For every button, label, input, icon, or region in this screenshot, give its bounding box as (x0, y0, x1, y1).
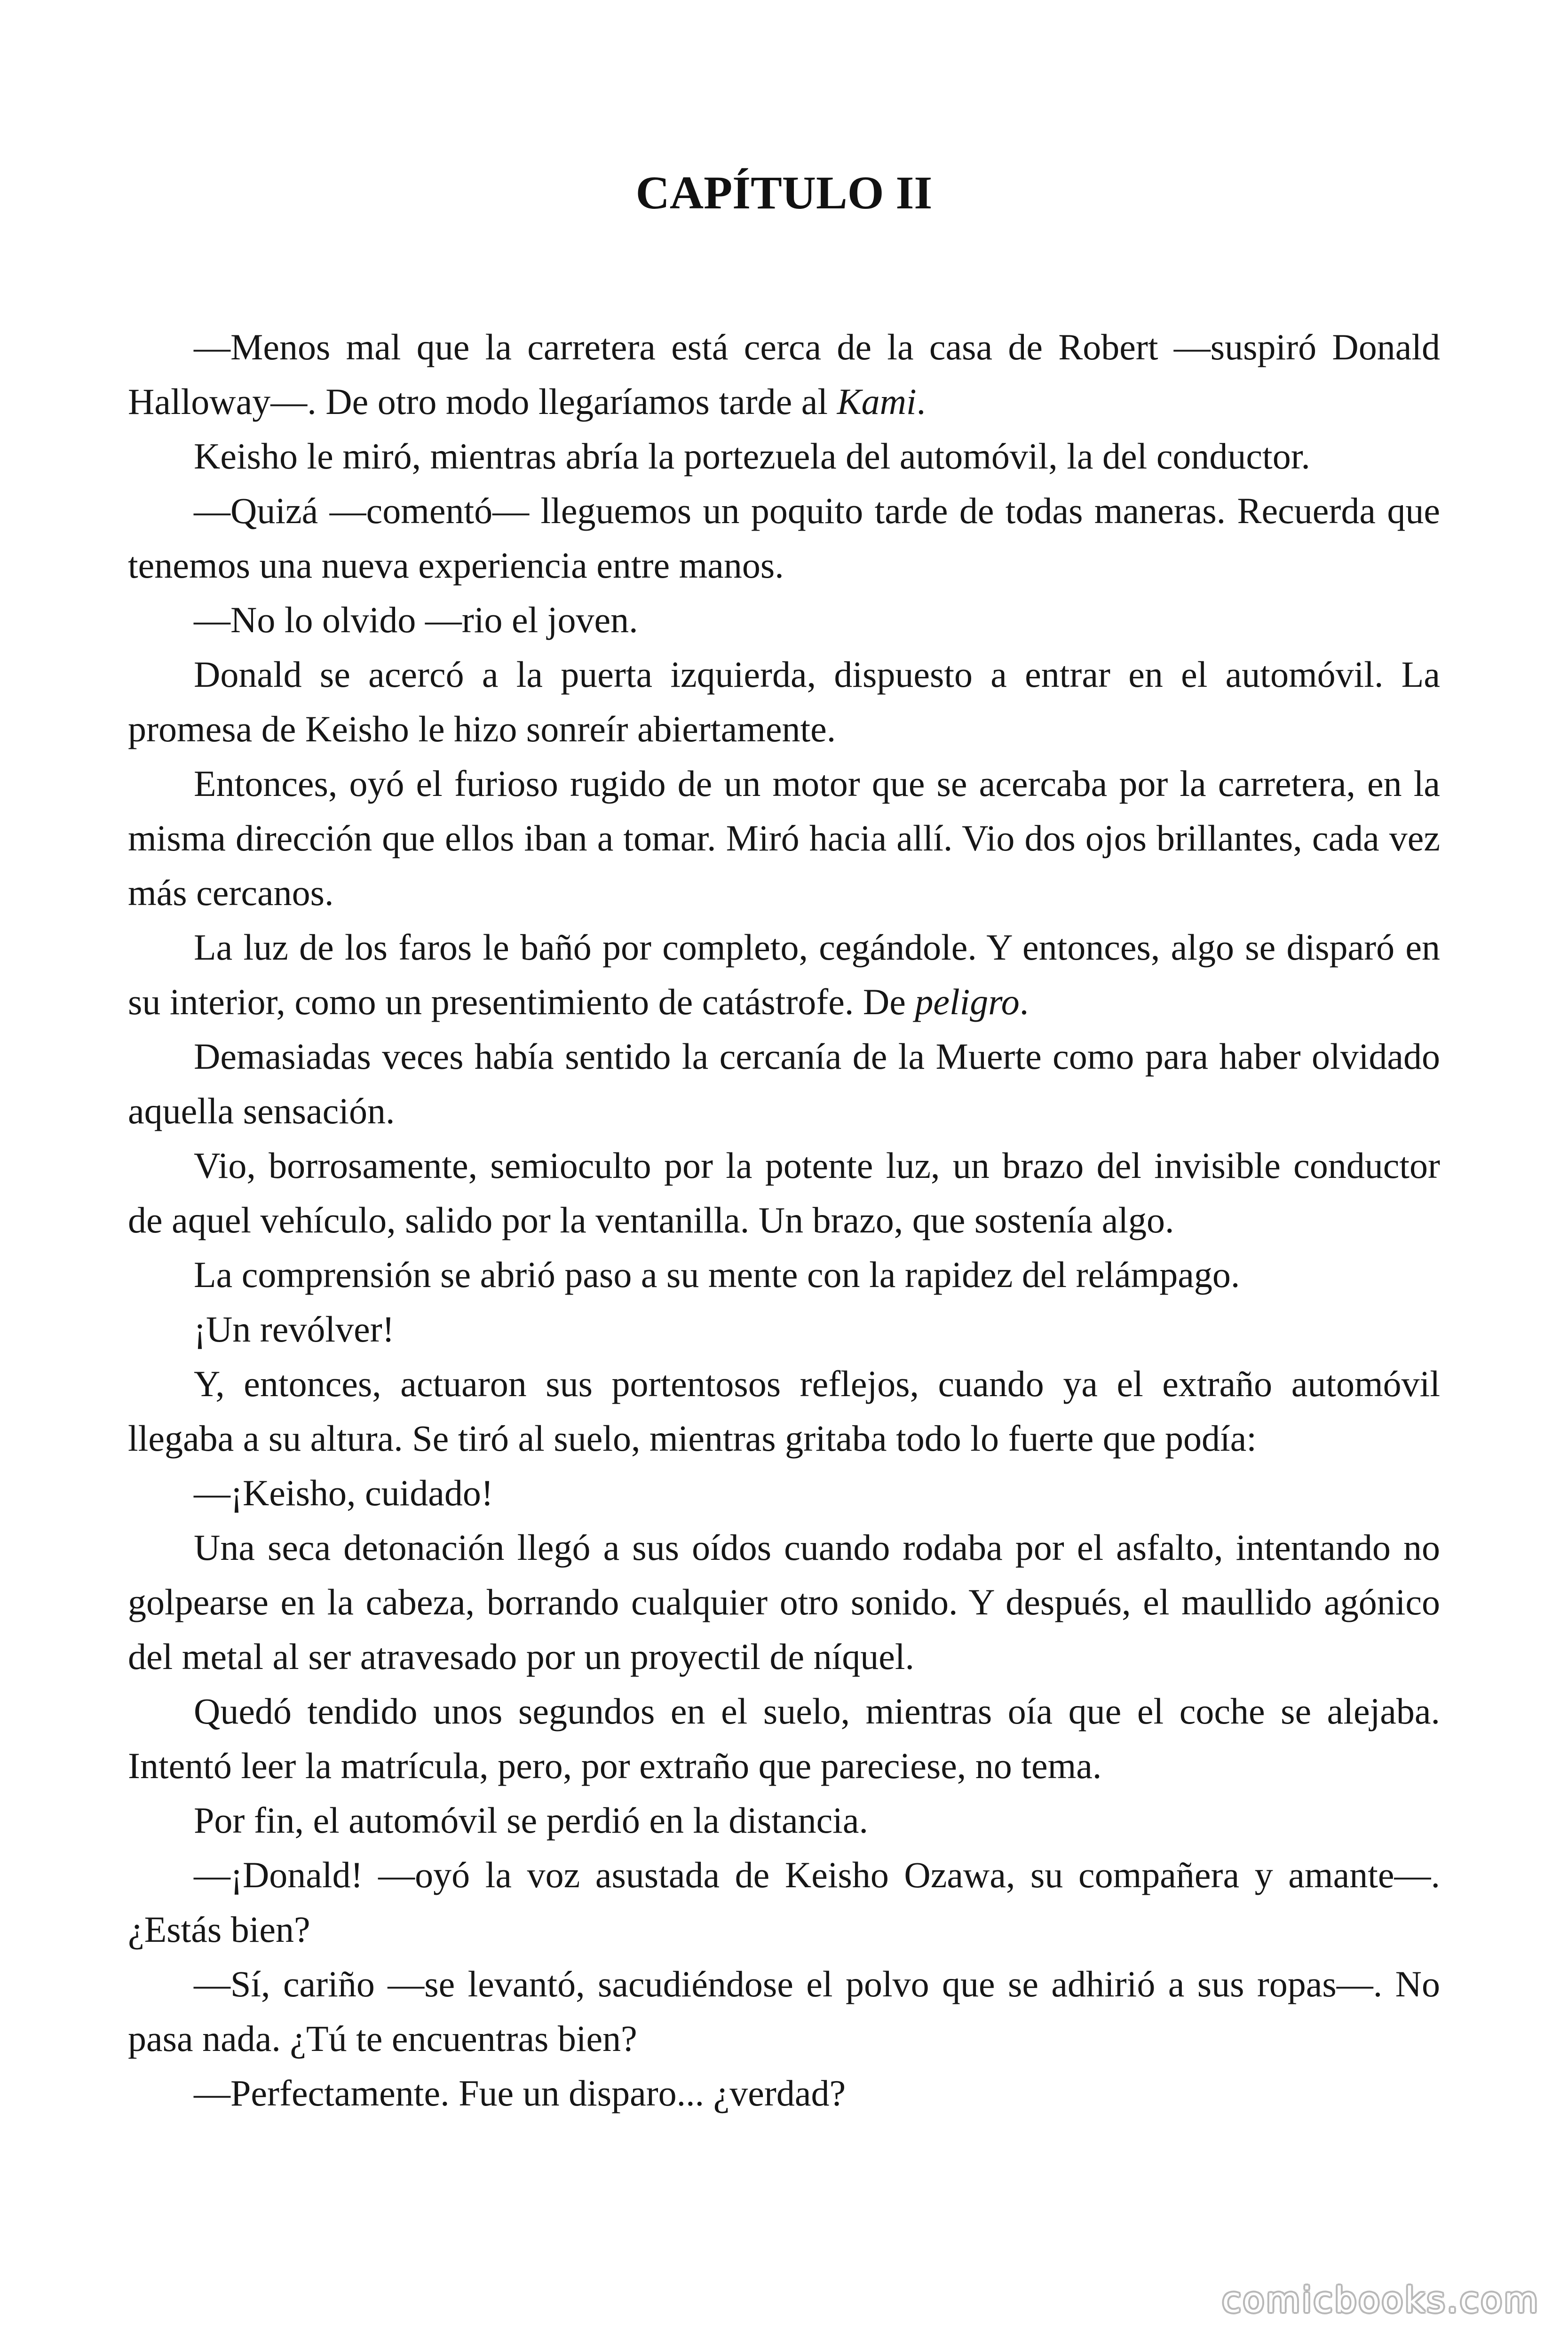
paragraph: Entonces, oyó el furioso rugido de un motor que se acercaba por la carretera, en la misma dirección que ellos iban a tomar. Miró hacia allí. Vio dos ojos brillantes, cada vez más cercanos. (128, 763, 1440, 913)
paragraph: Keisho le miró, mientras abría la portezuela del automóvil, la del conductor. (194, 436, 1310, 477)
italic-term: peligro (915, 981, 1020, 1022)
paragraph-text: —Menos mal que la carretera está cerca de la casa de Robert —suspiró Donald Halloway—. De otro modo llegaríamos tarde al (128, 326, 1440, 422)
paragraph: Demasiadas veces había sentido la cercanía de la Muerte como para haber olvidado aquella sensación. (128, 1036, 1440, 1131)
paragraph: —¡Donald! —oyó la voz asustada de Keisho Ozawa, su compañera y amante—. ¿Estás bien? (128, 1854, 1440, 1950)
paragraph-text: La luz de los faros le bañó por completo, cegándole. Y entonces, algo se disparó en su interior, como un presentimiento de catástrofe. De (128, 927, 1440, 1022)
paragraph: ¡Un revólver! (194, 1309, 395, 1350)
italic-term: Kami (837, 381, 917, 422)
paragraph: Por fin, el automóvil se perdió en la distancia. (194, 1800, 868, 1841)
paragraph: Una seca detonación llegó a sus oídos cuando rodaba por el asfalto, intentando no golpearse en la cabeza, borrando cualquier otro sonido. Y después, el maullido agónico del metal al ser atravesado por un proyectil de níquel. (128, 1527, 1440, 1677)
paragraph: —Quizá —comentó— lleguemos un poquito tarde de todas maneras. Recuerda que tenemos una nueva experiencia entre manos. (128, 490, 1440, 586)
paragraph-text: . (916, 381, 926, 422)
paragraph: Vio, borrosamente, semioculto por la potente luz, un brazo del invisible conductor de aquel vehículo, salido por la ventanilla. Un brazo, que sostenía algo. (128, 1145, 1440, 1240)
watermark: comicbooks.com (1222, 2280, 1540, 2320)
chapter-body (128, 320, 1440, 2121)
paragraph: —Sí, cariño —se levantó, sacudiéndose el polvo que se adhirió a sus ropas—. No pasa nada. ¿Tú te encuentras bien? (128, 1963, 1440, 2059)
paragraph-text: . (1019, 981, 1029, 1022)
paragraph (128, 320, 1440, 429)
paragraph: Y, entonces, actuaron sus portentosos reflejos, cuando ya el extraño automóvil llegaba a su altura. Se tiró al suelo, mientras gritaba todo lo fuerte que podía: (128, 1363, 1440, 1459)
paragraph: —Perfectamente. Fue un disparo... ¿verdad? (194, 2073, 846, 2114)
paragraph: Donald se acercó a la puerta izquierda, dispuesto a entrar en el automóvil. La promesa de Keisho le hizo sonreír abiertamente. (128, 654, 1440, 749)
paragraph: La comprensión se abrió paso a su mente con la rapidez del relámpago. (194, 1254, 1240, 1295)
paragraph: —¡Keisho, cuidado! (194, 1472, 493, 1513)
paragraph: Quedó tendido unos segundos en el suelo, mientras oía que el coche se alejaba. Intentó leer la matrícula, pero, por extraño que pareciese, no tema. (128, 1691, 1440, 1786)
chapter-title: CAPÍTULO II (635, 167, 933, 219)
paragraph (128, 920, 1440, 1029)
paragraph: —No lo olvido —rio el joven. (194, 599, 638, 640)
